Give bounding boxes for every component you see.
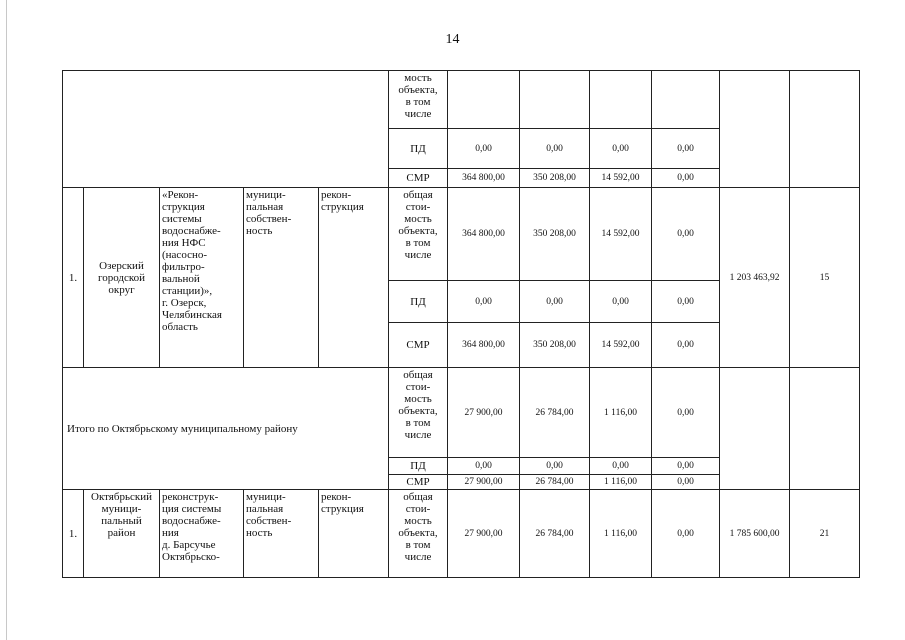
value-cell: 0,00: [652, 475, 720, 490]
value-cell: 0,00: [520, 129, 590, 169]
value-cell: 1 116,00: [590, 475, 652, 490]
value-cell: 0,00: [590, 281, 652, 323]
value-cell: 0,00: [590, 129, 652, 169]
value-cell: 0,00: [652, 129, 720, 169]
value-cell: [590, 71, 652, 129]
value-cell: 0,00: [520, 458, 590, 475]
value-cell: 14 592,00: [590, 188, 652, 281]
total-cost-label: общая стои- мость объекта, в том числе: [389, 490, 448, 578]
page-number: 14: [445, 32, 460, 47]
value-cell: 1 116,00: [590, 368, 652, 458]
value-cell: 350 208,00: [520, 323, 590, 368]
ownership-type: муници- пальная собствен- ность: [244, 188, 319, 368]
table-row: [63, 71, 860, 129]
amount-cell: 1 785 600,00: [720, 490, 790, 578]
object-name: «Рекон- струкция системы водоснабже- ния НФС (насосно- фильтро- вальной станции)», г. Озерск, Челябинская область: [160, 188, 244, 368]
value-cell: 1 116,00: [590, 490, 652, 578]
pd-label: ПД: [389, 129, 448, 169]
binding-edge: [6, 0, 7, 640]
value-cell: 0,00: [652, 281, 720, 323]
value-cell: 27 900,00: [448, 368, 520, 458]
value-cell: 0,00: [590, 458, 652, 475]
value-cell: 364 800,00: [448, 188, 520, 281]
pd-label: ПД: [389, 281, 448, 323]
value-cell: 26 784,00: [520, 368, 590, 458]
value-cell: [652, 71, 720, 129]
value-cell: 0,00: [652, 188, 720, 281]
value-cell: 14 592,00: [590, 323, 652, 368]
score-cell: 21: [790, 490, 860, 578]
ownership-type: муници- пальная собствен- ность: [244, 490, 319, 578]
row-number: 1.: [63, 188, 84, 368]
value-cell: 0,00: [652, 323, 720, 368]
cost-label-tail: мость объекта, в том числе: [389, 71, 448, 129]
value-cell: 0,00: [652, 458, 720, 475]
value-cell: 350 208,00: [520, 169, 590, 188]
value-cell: 0,00: [448, 281, 520, 323]
smr-label: СМР: [389, 475, 448, 490]
value-cell: 0,00: [448, 129, 520, 169]
value-cell: 364 800,00: [448, 169, 520, 188]
table-row: [63, 368, 860, 458]
value-cell: 350 208,00: [520, 188, 590, 281]
value-cell: 27 900,00: [448, 475, 520, 490]
territory-name: Октябрьский муници- пальный район: [84, 490, 160, 578]
value-cell: 0,00: [448, 458, 520, 475]
territory-name: Озерский городской округ: [84, 188, 160, 368]
total-cost-label: общая стои- мость объекта, в том числе: [389, 188, 448, 281]
value-cell: 0,00: [520, 281, 590, 323]
empty-continuation-cell: [63, 71, 389, 188]
pd-label: ПД: [389, 458, 448, 475]
value-cell: [520, 71, 590, 129]
amount-cell: [720, 71, 790, 188]
value-cell: 26 784,00: [520, 490, 590, 578]
score-cell: 15: [790, 188, 860, 368]
value-cell: 0,00: [652, 490, 720, 578]
value-cell: 14 592,00: [590, 169, 652, 188]
value-cell: 26 784,00: [520, 475, 590, 490]
value-cell: 0,00: [652, 169, 720, 188]
row-number: 1.: [63, 490, 84, 578]
value-cell: [448, 71, 520, 129]
smr-label: СМР: [389, 323, 448, 368]
value-cell: 27 900,00: [448, 490, 520, 578]
total-cost-label: общая стои- мость объекта, в том числе: [389, 368, 448, 458]
itogo-title: Итого по Октябрьскому муниципальному району: [63, 368, 389, 490]
table-row: [63, 188, 860, 281]
value-cell: 364 800,00: [448, 323, 520, 368]
object-table: [62, 70, 860, 578]
amount-cell: [720, 368, 790, 490]
amount-cell: 1 203 463,92: [720, 188, 790, 368]
work-type: рекон- струкция: [319, 490, 389, 578]
score-cell: [790, 71, 860, 188]
score-cell: [790, 368, 860, 490]
work-type: рекон- струкция: [319, 188, 389, 368]
table-row: [63, 490, 860, 578]
smr-label: СМР: [389, 169, 448, 188]
value-cell: 0,00: [652, 368, 720, 458]
object-name: реконструк- ция системы водоснабже- ния д. Барсучье Октябрьско-: [160, 490, 244, 578]
